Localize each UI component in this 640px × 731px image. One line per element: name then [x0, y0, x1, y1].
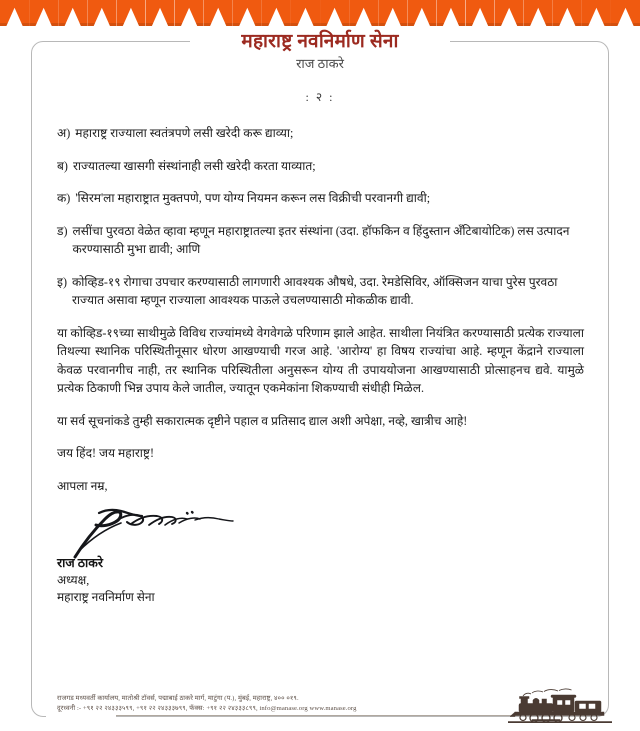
scallop-tab [233, 0, 262, 26]
clause-item [57, 273, 584, 310]
scallop-tab [349, 0, 378, 26]
clause-item [57, 124, 584, 143]
clause-item [57, 189, 584, 208]
scallop-tab [320, 0, 349, 26]
closing-salutation: आपला नम्र, [57, 478, 108, 493]
leader-name: राज ठाकरे [296, 56, 344, 71]
clause-item [57, 157, 584, 176]
scallop-tab [262, 0, 291, 26]
page-number-marker: : २ : [305, 90, 335, 104]
scallop-tab [291, 0, 320, 26]
handwritten-signature [69, 507, 239, 559]
signer-designation: अध्यक्ष, [57, 573, 90, 587]
scallop-tab [87, 0, 116, 26]
scallop-tab [466, 0, 495, 26]
clause-marker: क) [57, 191, 71, 205]
scallop-tab [29, 0, 58, 26]
clause-text: महाराष्ट्र राज्याला स्वतंत्रपणे लसी खरेदी करू द्याव्या; [75, 126, 294, 140]
clause-text: कोव्हिड-१९ रोगाचा उपचार करण्यासाठी लागणारी आवश्यक औषधे, उदा. रेमडेसिविर, ऑक्सिजन याचा पुरेस पुरवठा राज्यात असावा म्हणून राज्याला आवश्यक पाऊले उचलण्यासाठी मोकळीक द्यावी. [71, 274, 558, 307]
footer-contact: दूरध्वनी :- +९१ २२ २४३३३५९९, +९१ २२ २४३३३७९९, फॅक्स: +९१ २२ २४३३३८९९, info@manase.org www.manase.org [57, 705, 357, 712]
clause-text: राज्यातल्या खासगी संस्थांनाही लसी खरेदी करता याव्यात; [72, 158, 316, 173]
signer-organization: महाराष्ट्र नवनिर्माण सेना [57, 590, 155, 604]
signer-name: राज ठाकरे [57, 556, 103, 570]
saffron-scallop-banner [0, 0, 640, 26]
scallop-tab [204, 0, 233, 26]
clause-marker: इ) [57, 274, 67, 289]
scallop-tab [611, 0, 640, 26]
signer-block [57, 555, 584, 606]
scallop-tab [553, 0, 582, 26]
scallop-tab [378, 0, 407, 26]
scallop-tab [116, 0, 145, 26]
scallop-tab [436, 0, 465, 26]
scallop-tab [407, 0, 436, 26]
body-paragraph: या कोव्हिड-१९च्या साथीमुळे विविध राज्यांमध्ये वेगवेगळे परिणाम झाले आहेत. साथीला नियंत्रित करण्यासाठी प्रत्येक राज्याला तिथल्या स्थानिक परिस्थितीनूसार धोरण आखण्याची गरज आहे. 'आरोग्य' हा विषय राज्यांचा आहे. म्हणून केंद्राने राज्याला केवळ परवानगीच नाही, तर स्थानिक परिस्थितीला अनुसरून योग्य ती उपाययोजना आखण्यासाठी प्रोत्साहनच द्यवे. यामुळे प्रत्येक ठिकाणी भिन्न उपाय केले जातील, ज्यातून एकमेकांना शिकण्याची संधीही मिळेल. [57, 325, 584, 395]
scallop-tab [524, 0, 553, 26]
scallop-tab [145, 0, 174, 26]
letter-body [57, 124, 584, 606]
organization-title: महाराष्ट्र नवनिर्माण सेना [231, 31, 408, 53]
scallop-tab [58, 0, 87, 26]
signature-area [57, 509, 584, 555]
clause-text: 'सिरम'ला महाराष्ट्रात मुक्तपणे, पण योग्य नियमन करून लस विक्रीची परवानगी द्यावी; [75, 191, 431, 205]
clause-item [57, 222, 584, 259]
clause-marker: ड) [57, 223, 68, 238]
masthead [0, 31, 640, 72]
scallop-tab [495, 0, 524, 26]
footer [57, 694, 527, 714]
clause-text: लसींचा पुरवठा वेळेत व्हावा म्हणून महाराष्ट्रातल्या इतर संस्थांना (उदा. हॉफकिन व हिंदुस्तान अँटिबायोटिक) लस उत्पादन करण्यासाठी मुभा द्यावी; आणि [72, 223, 570, 256]
scallop-tab [0, 0, 29, 26]
clause-marker: ब) [57, 158, 68, 173]
clause-marker: अ) [57, 126, 71, 140]
steam-locomotive-logo [508, 686, 612, 724]
slogan-line: जय हिंद! जय महाराष्ट्र! [57, 446, 155, 460]
scallop-tab [175, 0, 204, 26]
body-paragraph: या सर्व सूचनांकडे तुम्ही सकारात्मक दृष्टीने पहाल व प्रतिसाद द्याल अशी अपेक्षा, नव्हे, खात्रीच आहे! [57, 413, 468, 428]
footer-address: राजगड मध्यवर्ती कार्यालय, मातोश्री टॉवर्स, पद्माबाई ठाकरे मार्ग, माटुंगा (प.), मुंबई, महाराष्ट्र, ४०० ०१९. [57, 695, 299, 702]
footer-divider [116, 715, 520, 716]
scallop-tab [582, 0, 611, 26]
